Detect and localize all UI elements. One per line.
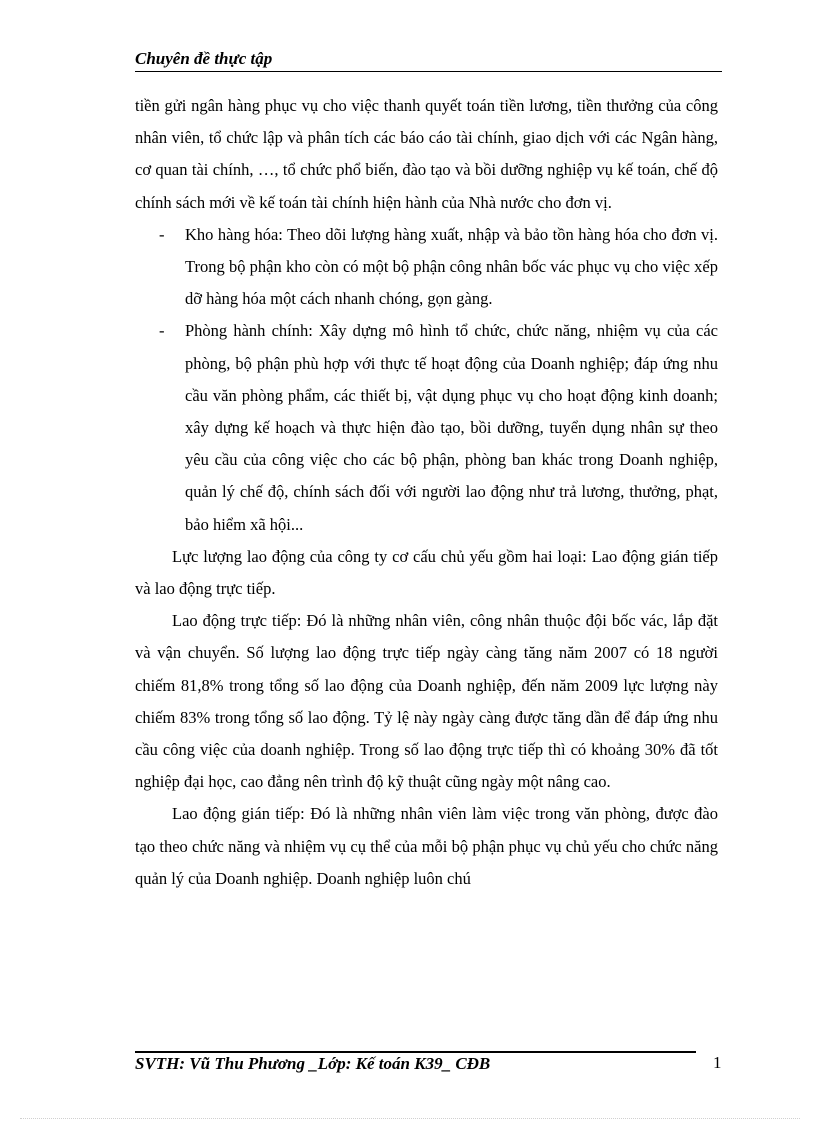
paragraph-indirect-labor: Lao động gián tiếp: Đó là những nhân viên làm việc trong văn phòng, được đào tạo theo chức năng và nhiệm vụ cụ thể của mỗi bộ phận phục vụ chủ yếu cho chức năng quản lý của Doanh nghiệp. Doanh nghiệp luôn chú — [135, 804, 718, 888]
footer-divider — [135, 1051, 696, 1053]
bullet-dash: - — [159, 224, 165, 244]
paragraph-direct-labor: Lao động trực tiếp: Đó là những nhân viên, công nhân thuộc đội bốc vác, lắp đặt và vận chuyển. Số lượng lao động trực tiếp ngày càng tăng năm 2007 có 18 người chiếm 81,8% trong tổng số lao động của Doanh nghiệp, đến năm 2009 lực lượng này chiếm 83% trong tổng số lao động. Tỷ lệ này ngày càng được tăng dần để đáp ứng nhu cầu công việc của doanh nghiệp. Trong số lao động trực tiếp thì có khoảng 30% đã tốt nghiệp đại học, cao đẳng nên trình độ kỹ thuật cũng ngày một nâng cao. — [135, 611, 718, 792]
page-bottom-border — [20, 1118, 800, 1119]
continuation-paragraph: tiền gửi ngân hàng phục vụ cho việc thanh quyết toán tiền lương, tiền thưởng của công nhân viên, tổ chức lập và phân tích các báo cáo tài chính, giao dịch với các Ngân hàng, cơ quan tài chính, …, tổ chức phổ biến, đào tạo và bồi dưỡng nghiệp vụ kế toán, chế độ chính sách mới về kế toán tài chính hiện hành của Nhà nước cho đơn vị. — [135, 96, 718, 212]
bullet-text: Kho hàng hóa: Theo dõi lượng hàng xuất, nhập và bảo tồn hàng hóa cho đơn vị. Trong bộ phận kho còn có một bộ phận công nhân bốc vác phục vụ cho việc xếp dỡ hàng hóa một cách nhanh chóng, gọn gàng. — [185, 224, 718, 309]
document-body — [135, 90, 718, 895]
header-divider — [135, 71, 722, 72]
paragraph-labor-structure: Lực lượng lao động của công ty cơ cấu chủ yếu gồm hai loại: Lao động gián tiếp và lao động trực tiếp. — [135, 546, 718, 599]
bullet-item-admin-office — [135, 315, 718, 540]
footer-author-line: SVTH: Vũ Thu Phương _Lớp: Kế toán K39_ CĐB — [135, 1054, 491, 1073]
running-header-title: Chuyên đề thực tập — [135, 49, 273, 68]
bullet-text: Phòng hành chính: Xây dựng mô hình tổ chức, chức năng, nhiệm vụ của các phòng, bộ phận phù hợp với thực tế hoạt động của Doanh nghiệp; đáp ứng nhu cầu văn phòng phẩm, các thiết bị, vật dụng phục vụ cho hoạt động kinh doanh; xây dựng kế hoạch và thực hiện đào tạo, bồi dưỡng, tuyển dụng nhân sự theo yêu cầu của công việc cho các bộ phận, phòng ban khác trong Doanh nghiệp, quản lý chế độ, chính sách đối với người lao động như trả lương, thưởng, phạt, bảo hiểm xã hội... — [185, 321, 718, 534]
bullet-item-warehouse — [135, 219, 718, 316]
bullet-dash: - — [159, 321, 165, 341]
page-number: 1 — [713, 1053, 722, 1072]
